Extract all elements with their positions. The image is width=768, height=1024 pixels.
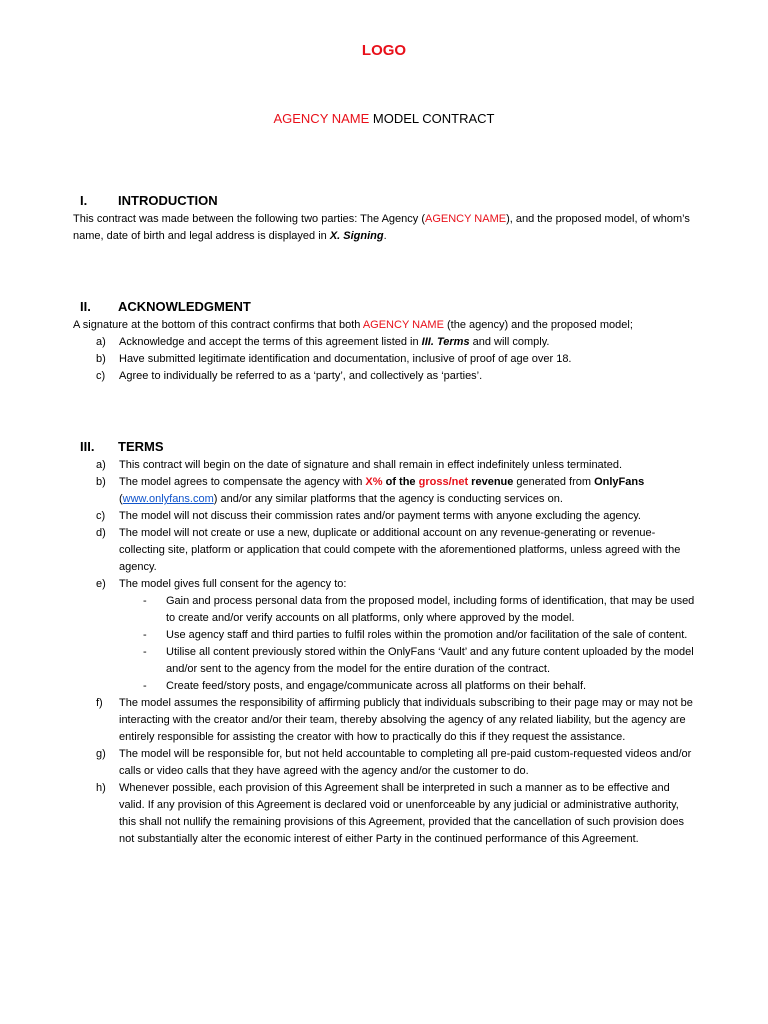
- sublist-text: Gain and process personal data from the proposed model, including forms of identification, that may be used to create and/or verify accounts on all platforms, only where approved by the model.: [166, 595, 695, 624]
- list-item: [73, 474, 698, 508]
- list-text: Agree to individually be referred to as a ‘party’, and collectively as ‘parties’.: [119, 370, 483, 382]
- list-text: (: [119, 493, 123, 505]
- section-heading-terms: [80, 439, 164, 454]
- section-title: TERMS: [118, 439, 164, 454]
- list-item: [73, 525, 698, 576]
- title-rest: MODEL CONTRACT: [369, 111, 495, 126]
- list-item: [73, 695, 698, 746]
- list-marker: f): [96, 697, 103, 709]
- list-marker: a): [96, 336, 106, 348]
- ack-text: A signature at the bottom of this contract confirms that both: [73, 319, 363, 331]
- list-marker: g): [96, 748, 106, 760]
- list-item: [73, 746, 698, 780]
- dash-marker: -: [143, 595, 147, 607]
- list-marker: c): [96, 510, 106, 522]
- list-text: revenue: [468, 476, 514, 488]
- list-marker: b): [96, 476, 106, 488]
- list-text: This contract will begin on the date of signature and shall remain in effect indefinitely unless terminated.: [119, 459, 623, 471]
- section-heading-introduction: [80, 193, 218, 208]
- platform-name: OnlyFans: [594, 476, 645, 488]
- section-reference: III. Terms: [421, 336, 470, 348]
- list-text: The model will not create or use a new, duplicate or additional account on any revenue-generating or revenue-collecting site, platform or application that could compete with the aforementioned platforms, unless agreed with the agency.: [119, 527, 681, 573]
- list-text: and will comply.: [469, 336, 550, 348]
- list-item: [73, 508, 698, 525]
- intro-paragraph: [73, 211, 698, 245]
- sublist-item: [119, 678, 698, 695]
- dash-marker: -: [143, 646, 147, 658]
- sublist-item: [119, 627, 698, 644]
- list-marker: a): [96, 459, 106, 471]
- list-item: [73, 351, 698, 368]
- terms-list: [73, 457, 698, 848]
- list-item: [73, 780, 698, 848]
- list-text: The model assumes the responsibility of affirming publicly that individuals subscribing to their page may or may not be interacting with the creator and/or their team, thereby absolving the agency of any related liability, but the agency are entirely responsible for assisting the creator with how to practically do this if they request the assistance.: [119, 697, 693, 743]
- section-number: II.: [80, 299, 91, 314]
- section-number: I.: [80, 193, 88, 208]
- ack-list: [73, 334, 698, 385]
- onlyfans-link[interactable]: www.onlyfans.com: [122, 493, 214, 505]
- sublist-text: Use agency staff and third parties to fulfil roles within the promotion and/or facilitation of the sale of content.: [166, 629, 688, 641]
- dash-marker: -: [143, 680, 147, 692]
- list-marker: b): [96, 353, 106, 365]
- list-text: of the: [382, 476, 419, 488]
- sublist-text: Create feed/story posts, and engage/communicate across all platforms on their behalf.: [166, 680, 587, 692]
- contract-title: [0, 111, 768, 126]
- list-text: generated from: [513, 476, 595, 488]
- sublist-item: [119, 644, 698, 678]
- list-text: The model will be responsible for, but not held accountable to completing all pre-paid custom-requested videos and/or calls or video calls that they have agreed with the agency and/or the customer to do.: [119, 748, 692, 777]
- ack-paragraph: [73, 317, 698, 334]
- gross-net-placeholder: gross/net: [418, 476, 469, 488]
- dash-marker: -: [143, 629, 147, 641]
- consent-sublist: [119, 593, 698, 695]
- list-marker: h): [96, 782, 106, 794]
- list-text: Acknowledge and accept the terms of this agreement listed in: [119, 336, 422, 348]
- list-marker: d): [96, 527, 106, 539]
- title-agency-name: AGENCY NAME: [273, 111, 370, 126]
- list-marker: e): [96, 578, 106, 590]
- list-item: [73, 368, 698, 385]
- list-item: [73, 334, 698, 351]
- agency-name: AGENCY NAME: [362, 319, 444, 331]
- list-text: The model gives full consent for the agency to:: [119, 578, 347, 590]
- list-marker: c): [96, 370, 106, 382]
- section-title: ACKNOWLEDGMENT: [118, 299, 251, 314]
- list-text: Have submitted legitimate identification and documentation, inclusive of proof of age over 18.: [119, 353, 572, 365]
- list-text: Whenever possible, each provision of this Agreement shall be interpreted in such a manner as to be effective and valid. If any provision of this Agreement is declared void or unenforceable by any judicial or administrative authority, this shall not nullify the remaining provisions of this Agreement, provided that the cancellation of such provision does not substantially alter the economic interest of either Party in the continued performance of this Agreement.: [119, 782, 684, 845]
- list-item: [73, 457, 698, 474]
- section-number: III.: [80, 439, 95, 454]
- ack-text: (the agency) and the proposed model;: [443, 319, 633, 331]
- list-item: [73, 576, 698, 695]
- list-text: The model will not discuss their commission rates and/or payment terms with anyone excluding the agency.: [119, 510, 641, 522]
- agency-name: AGENCY NAME: [424, 213, 507, 225]
- list-text: The model agrees to compensate the agency with: [119, 476, 366, 488]
- logo: LOGO: [361, 42, 407, 59]
- intro-text: This contract was made between the following two parties: The Agency (: [73, 213, 425, 225]
- sublist-item: [119, 593, 698, 627]
- percentage-placeholder: X%: [365, 476, 383, 488]
- section-heading-acknowledgment: [80, 299, 251, 314]
- section-reference: X. Signing: [329, 230, 384, 242]
- intro-text: .: [383, 230, 387, 242]
- section-title: INTRODUCTION: [118, 193, 218, 208]
- intro-text: ), and the proposed model, of whom’s name, date of birth and legal address is displayed in: [73, 213, 690, 242]
- list-text: ) and/or any similar platforms that the agency is conducting services on.: [213, 493, 563, 505]
- sublist-text: Utilise all content previously stored within the OnlyFans ‘Vault’ and any future content uploaded by the model and/or sent to the agency from the model for the entire duration of the contract.: [166, 646, 694, 675]
